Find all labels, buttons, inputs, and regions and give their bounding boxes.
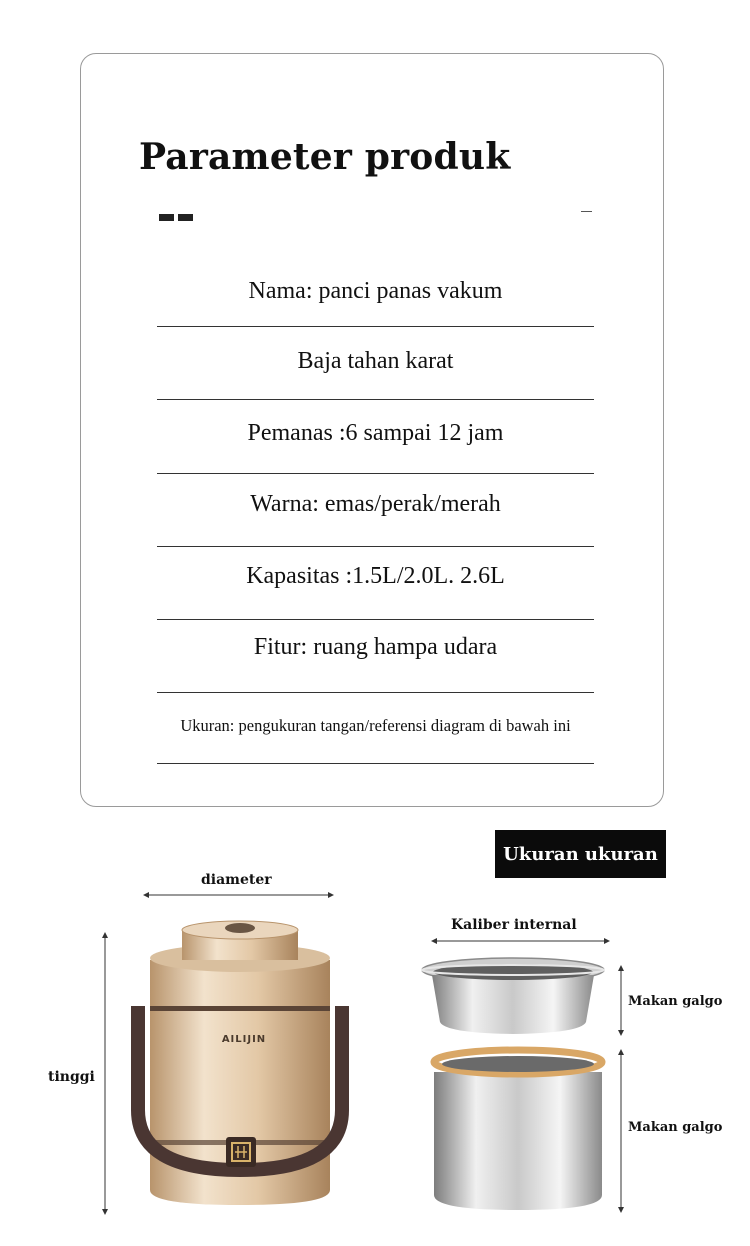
- bowl-bottom-label: Makan galgo: [628, 1120, 723, 1135]
- page-title: Parameter produk: [139, 136, 511, 178]
- food-jar-illustration: [138, 921, 342, 1205]
- diameter-label: diameter: [201, 872, 272, 888]
- param-name: Nama: panci panas vakum: [248, 278, 503, 304]
- param-feature: Fitur: ruang hampa udara: [253, 634, 498, 660]
- bottom-bowl-illustration: [434, 1050, 602, 1210]
- jar-brand-text: AILIJIN: [221, 1034, 267, 1045]
- param-size: Ukuran: pengukuran tangan/referensi diagram di bawah ini: [180, 716, 571, 735]
- param-material: Baja tahan karat: [297, 348, 454, 374]
- bowl-top-label: Makan galgo: [628, 994, 723, 1009]
- param-heating: Pemanas :6 sampai 12 jam: [247, 420, 504, 446]
- param-color: Warna: emas/perak/merah: [250, 491, 501, 517]
- internal-caliber-label: Kaliber internal: [451, 917, 577, 933]
- height-label: tinggi: [48, 1069, 95, 1085]
- size-badge: Ukuran ukuran: [495, 830, 666, 878]
- param-capacity: Kapasitas :1.5L/2.0L. 2.6L: [246, 563, 505, 589]
- top-bowl-illustration: [422, 958, 604, 1034]
